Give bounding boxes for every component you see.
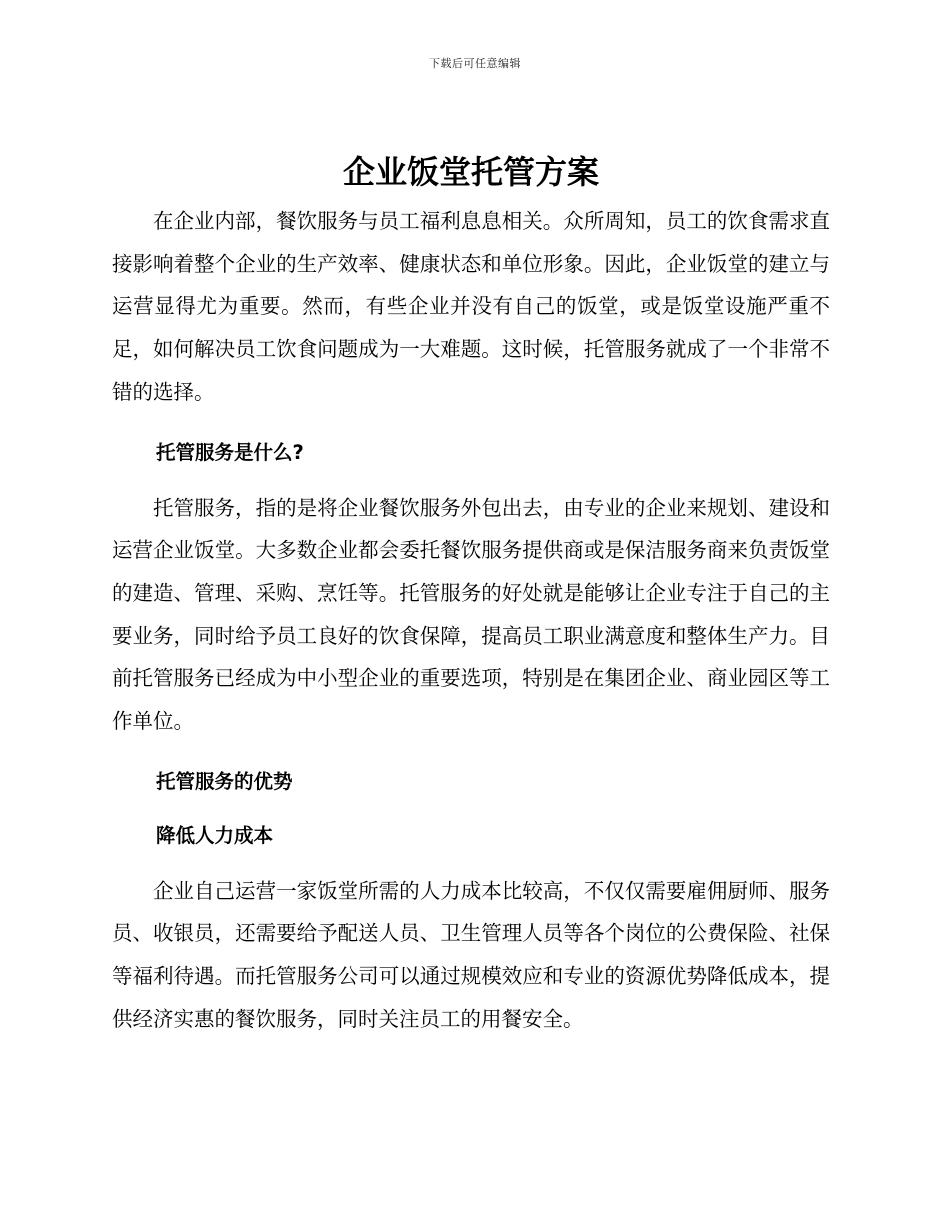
section-heading-what-is: 托管服务是什么?	[156, 440, 304, 464]
section-what-is-paragraph: 托管服务，指的是将企业餐饮服务外包出去，由专业的企业来规划、建设和运营企业饭堂。大多数企业都会委托餐饮服务提供商或是保洁服务商来负责饭堂的建造、管理、采购、烹饪等。托管服务的好处就是能够让企业专注于自己的主要业务，同时给予员工良好的饮食保障，提高员工职业满意度和整体生产力。目前托管服务已经成为中小型企业的重要选项，特别是在集团企业、商业园区等工作单位。	[112, 495, 830, 734]
intro-paragraph: 在企业内部，餐饮服务与员工福利息息相关。众所周知，员工的饮食需求直接影响着整个企业的生产效率、健康状态和单位形象。因此，企业饭堂的建立与运营显得尤为重要。然而，有些企业并没有自己的饭堂，或是饭堂设施严重不足，如何解决员工饮食问题成为一大难题。这时候，托管服务就成了一个非常不错的选择。	[112, 209, 830, 404]
subsection-heading-lower-labor-cost: 降低人力成本	[156, 823, 274, 847]
header-note: 下载后可任意编辑	[429, 57, 521, 70]
document-body	[112, 150, 830, 1041]
document-title: 企业饭堂托管方案	[342, 153, 599, 191]
subsection-lower-labor-cost-paragraph: 企业自己运营一家饭堂所需的人力成本比较高，不仅仅需要雇佣厨师、服务员、收银员，还需要给予配送人员、卫生管理人员等各个岗位的公费保险、社保等福利待遇。而托管服务公司可以通过规模效应和专业的资源优势降低成本，提供经济实惠的餐饮服务，同时关注员工的用餐安全。	[112, 878, 830, 1031]
section-heading-advantages: 托管服务的优势	[156, 769, 293, 793]
